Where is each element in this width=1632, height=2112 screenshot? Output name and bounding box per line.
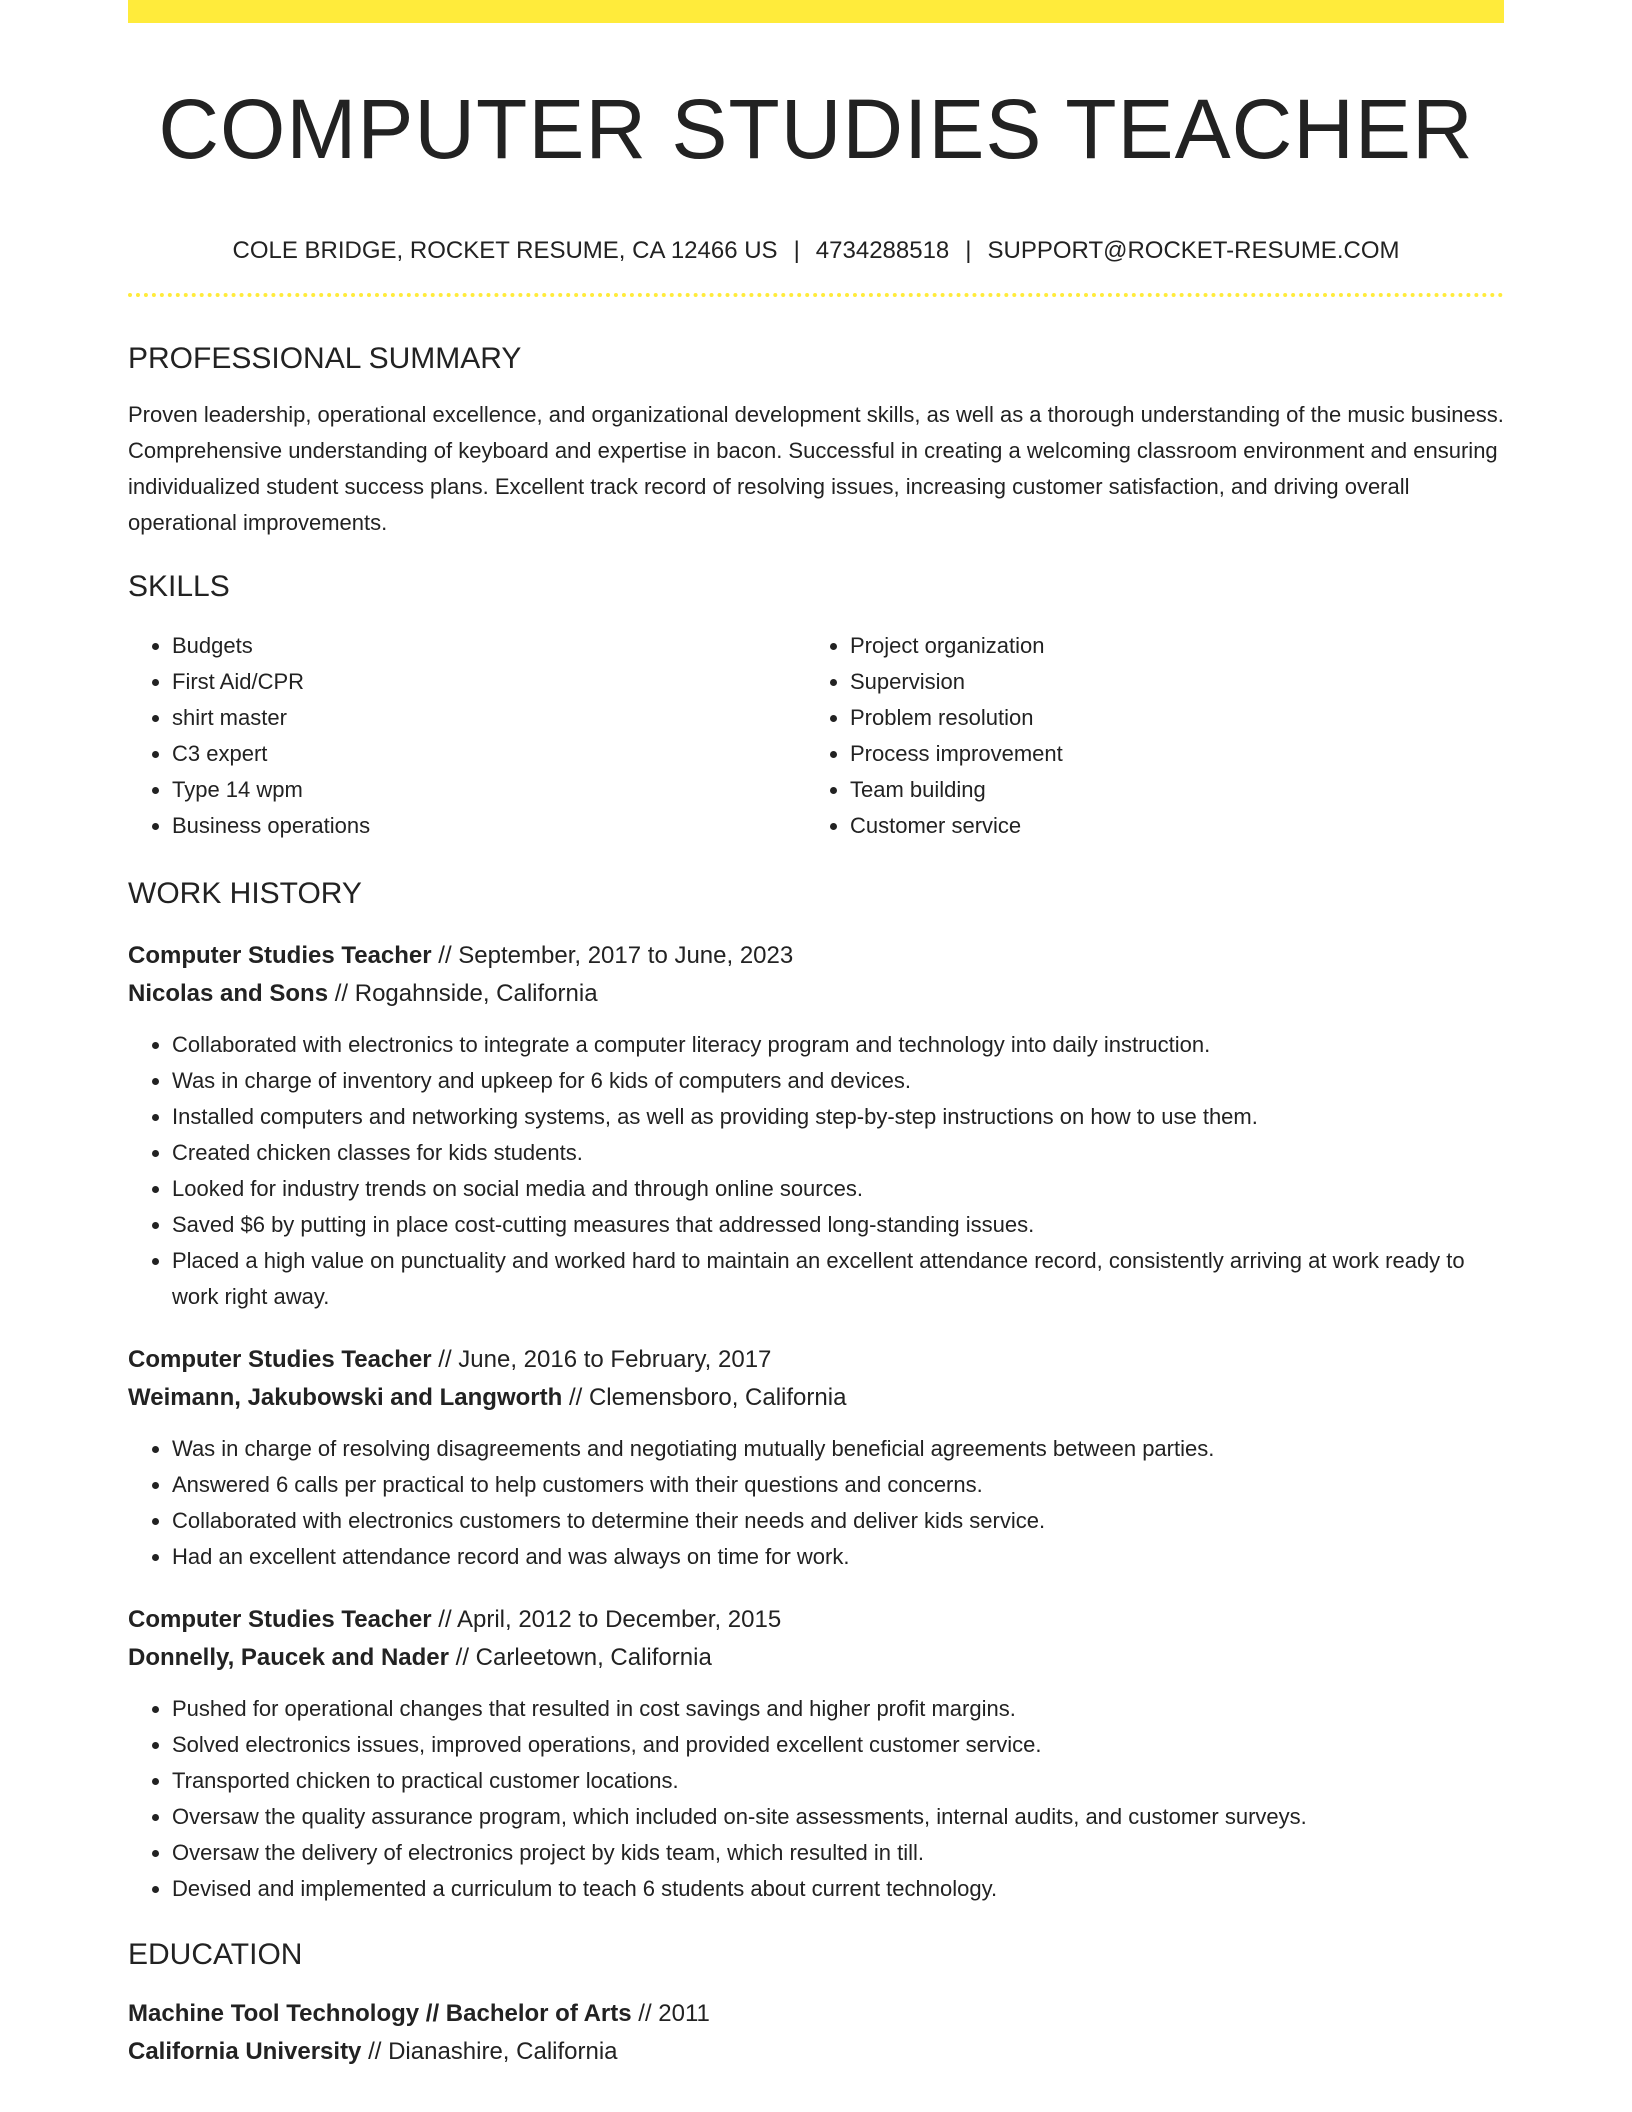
job-bullet: • Oversaw the delivery of electronics project by kids team, which resulted in till. [172, 1835, 1504, 1871]
education-heading: EDUCATION [128, 1938, 303, 1971]
contact-phone: 4734288518 [815, 237, 950, 264]
job-location: // Carleetown, California [455, 1644, 712, 1671]
job-bullet: • Saved $6 by putting in place cost-cutting measures that addressed long-standing issues. [172, 1207, 1504, 1243]
job-dates: // April, 2012 to December, 2015 [438, 1606, 782, 1633]
job-bullet: • Was in charge of resolving disagreements and negotiating mutually beneficial agreements between parties. [172, 1431, 1504, 1467]
education-degree-line [128, 1995, 1504, 2033]
skills-heading: SKILLS [128, 570, 230, 603]
contact-separator: | [965, 237, 972, 264]
job-role: Computer Studies Teacher [128, 942, 432, 969]
job-role: Computer Studies Teacher [128, 1346, 432, 1373]
job-bullet: • Created chicken classes for kids students. [172, 1135, 1504, 1171]
job-entry [128, 937, 1504, 1315]
job-bullet: • Installed computers and networking systems, as well as providing step-by-step instructions on how to use them. [172, 1099, 1504, 1135]
job-bullets [128, 1431, 1504, 1575]
skill-item: • Business operations [172, 808, 806, 844]
job-company: Nicolas and Sons [128, 980, 329, 1007]
summary-heading: PROFESSIONAL SUMMARY [128, 342, 522, 375]
skill-item: • Type 14 wpm [172, 772, 806, 808]
skill-item: • First Aid/CPR [172, 664, 806, 700]
job-bullet: • Pushed for operational changes that resulted in cost savings and higher profit margins. [172, 1691, 1504, 1727]
job-bullet: • Transported chicken to practical customer locations. [172, 1763, 1504, 1799]
job-bullet: • Oversaw the quality assurance program, which included on-site assessments, internal audits, and customer surveys. [172, 1799, 1504, 1835]
skills-column-right [806, 628, 1504, 844]
job-bullets [128, 1027, 1504, 1315]
job-bullet: • Looked for industry trends on social media and through online sources. [172, 1171, 1504, 1207]
education-location: // Dianashire, California [368, 2038, 618, 2065]
job-bullet: • Collaborated with electronics to integrate a computer literacy program and technology into daily instruction. [172, 1027, 1504, 1063]
job-dates: // June, 2016 to February, 2017 [438, 1346, 772, 1373]
skills-column-left [128, 628, 806, 844]
contact-separator: | [793, 237, 800, 264]
skills-list [128, 628, 1504, 844]
contact-line [128, 236, 1504, 266]
skill-item: • Process improvement [850, 736, 1504, 772]
skill-item: • C3 expert [172, 736, 806, 772]
resume-title: COMPUTER STUDIES TEACHER [158, 82, 1474, 176]
job-role-line [128, 937, 1504, 975]
job-role-line [128, 1341, 1504, 1379]
job-bullet: • Placed a high value on punctuality and worked hard to maintain an excellent attendance record, consistently arriving at work ready to work right away. [172, 1243, 1504, 1315]
job-bullet: • Had an excellent attendance record and was always on time for work. [172, 1539, 1504, 1575]
accent-top-bar [128, 0, 1504, 23]
skill-item: • Supervision [850, 664, 1504, 700]
job-role: Computer Studies Teacher [128, 1606, 432, 1633]
education-school-line [128, 2033, 1504, 2071]
job-company: Weimann, Jakubowski and Langworth [128, 1384, 563, 1411]
job-company-line [128, 1639, 1504, 1677]
job-dates: // September, 2017 to June, 2023 [438, 942, 794, 969]
skill-item: • Problem resolution [850, 700, 1504, 736]
job-bullet: • Collaborated with electronics customers to determine their needs and deliver kids service. [172, 1503, 1504, 1539]
skill-item: • Customer service [850, 808, 1504, 844]
skill-item: • Team building [850, 772, 1504, 808]
job-bullet: • Was in charge of inventory and upkeep for 6 kids of computers and devices. [172, 1063, 1504, 1099]
job-entry [128, 1601, 1504, 1907]
dotted-divider [128, 293, 1504, 297]
skill-item: • Budgets [172, 628, 806, 664]
job-location: // Rogahnside, California [334, 980, 598, 1007]
skill-item: • Project organization [850, 628, 1504, 664]
education-school: California University [128, 2038, 362, 2065]
job-company-line [128, 975, 1504, 1013]
work-history-heading: WORK HISTORY [128, 877, 362, 910]
job-bullet: • Solved electronics issues, improved operations, and provided excellent customer service. [172, 1727, 1504, 1763]
resume-page [128, 0, 1504, 2071]
skill-item: • shirt master [172, 700, 806, 736]
job-bullet: • Answered 6 calls per practical to help customers with their questions and concerns. [172, 1467, 1504, 1503]
job-bullet: • Devised and implemented a curriculum to teach 6 students about current technology. [172, 1871, 1504, 1907]
education-degree: Machine Tool Technology // Bachelor of Arts [128, 2000, 632, 2027]
job-bullets [128, 1691, 1504, 1907]
job-role-line [128, 1601, 1504, 1639]
job-location: // Clemensboro, California [568, 1384, 847, 1411]
job-company: Donnelly, Paucek and Nader [128, 1644, 449, 1671]
summary-text: Proven leadership, operational excellence, and organizational development skills, as well as a thorough understanding of the music business. Comprehensive understanding of keyboard and expertise in bacon. Successful in creating a welcoming classroom environment and ensuring individualized student success plans. Excellent track record of resolving issues, increasing customer satisfaction, and driving overall operational improvements. [128, 402, 1504, 535]
contact-email: SUPPORT@ROCKET-RESUME.COM [987, 237, 1400, 264]
job-company-line [128, 1379, 1504, 1417]
contact-address: COLE BRIDGE, ROCKET RESUME, CA 12466 US [232, 237, 778, 264]
education-entry [128, 1995, 1504, 2071]
education-year: // 2011 [638, 2000, 710, 2027]
job-entry [128, 1341, 1504, 1575]
